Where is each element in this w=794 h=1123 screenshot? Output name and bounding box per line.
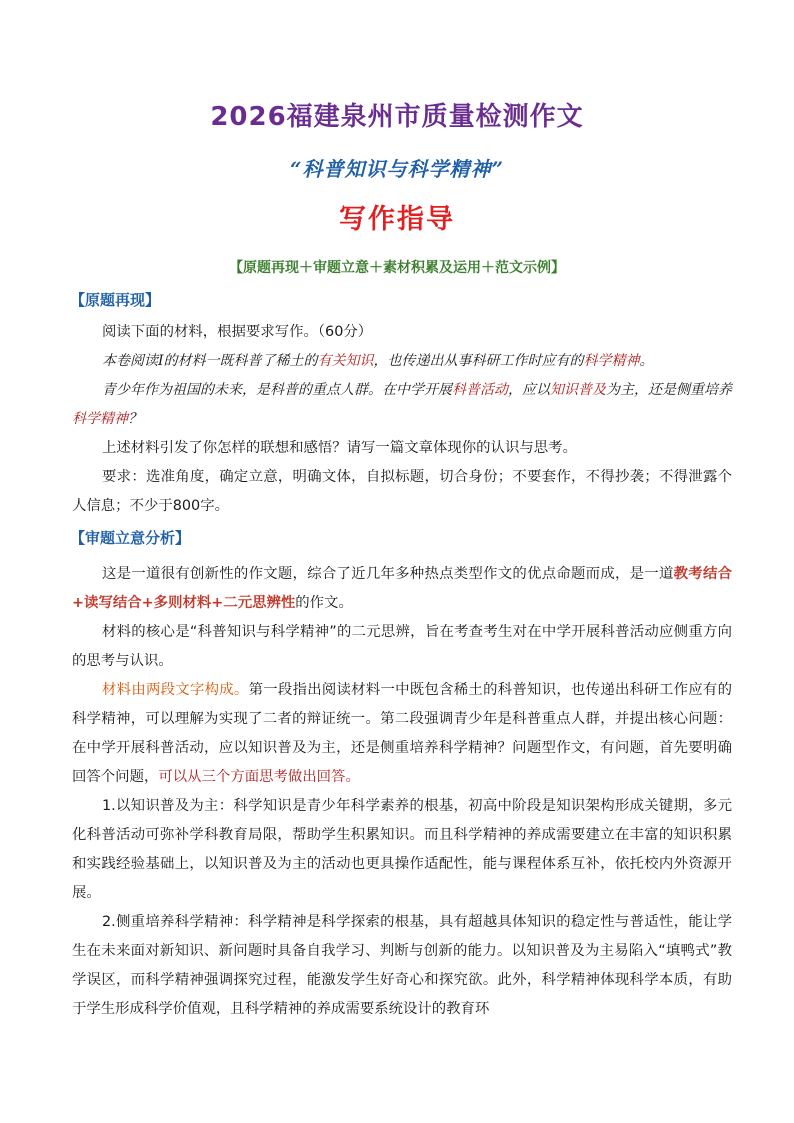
original-paragraph-1: 本卷阅读Ⅰ的材料一既科普了稀土的有关知识，也传递出从事科研工作时应有的科学精神。 bbox=[102, 353, 654, 369]
original-intro: 阅读下面的材料，根据要求写作。（60分） bbox=[102, 324, 373, 340]
analysis-point-2: 2.侧重培养科学精神：科学精神是科学探索的根基，具有超越具体知识的稳定性与普适性，能让学生在未来面对新知识、新问题时具备自我学习、判断与创新的能力。以知识普及为主易陷入“填鸭式”教学误区，而科学精神强调探究过程，能激发学生好奇心和探究欲。此外，科学精神体现科学本质，有助于学生形成科学价值观，且科学精神的养成需要系统设计的教育环 bbox=[72, 914, 732, 1017]
original-paragraph-3: 上述材料引发了你怎样的联想和感悟？请写一篇文章体现你的认识与思考。 bbox=[102, 440, 577, 456]
original-requirements: 要求：选准角度，确定立意，明确文体，自拟标题，切合身份；不要套作，不得抄袭；不得泄露个人信息；不少于800字。 bbox=[72, 469, 732, 514]
analysis-paragraph-2: 材料的核心是“科普知识与科学精神”的二元思辨，旨在考查考生对在中学开展科普活动应侧重方向的思考与认识。 bbox=[72, 624, 732, 669]
analysis-paragraph-1: 这是一道很有创新性的作文题，综合了近几年多种热点类型作文的优点命题而成，是一道教考结合+读写结合+多则材料+二元思辨性的作文。 bbox=[72, 566, 732, 611]
original-paragraph-2: 青少年作为祖国的未来，是科普的重点人群。在中学开展科普活动，应以知识普及为主，还是侧重培养科学精神？ bbox=[72, 382, 732, 427]
section-analysis-title: 【审题立意分析】 bbox=[70, 529, 191, 547]
document-title: 2026福建泉州市质量检测作文 bbox=[210, 102, 584, 132]
contents-line: 【原题再现＋审题立意＋素材积累及运用＋范文示例】 bbox=[229, 260, 565, 276]
analysis-point-1: 1.以知识普及为主：科学知识是青少年科学素养的根基，初高中阶段是知识架构形成关键期，多元化科普活动可弥补学科教育局限，帮助学生积累知识。而且科学精神的养成需要建立在丰富的知识积累和实践经验基础上，以知识普及为主的活动也更具操作适配性，能与课程体系互补，依托校内外资源开展。 bbox=[72, 798, 732, 901]
document-subtitle: “科普知识与科学精神” bbox=[289, 157, 504, 181]
analysis-paragraph-3: 材料由两段文字构成。第一段指出阅读材料一中既包含稀土的科普知识，也传递出科研工作应有的科学精神，可以理解为实现了二者的辩证统一。第二段强调青少年是科普重点人群，并提出核心问题：在中学开展科普活动，应以知识普及为主，还是侧重培养科学精神？问题型作文，有问题，首先要明确回答个问题，可以从三个方面思考做出回答。 bbox=[72, 682, 732, 785]
writing-guide-heading: 写作指导 bbox=[339, 204, 455, 235]
section-original-title: 【原题再现】 bbox=[70, 291, 161, 309]
